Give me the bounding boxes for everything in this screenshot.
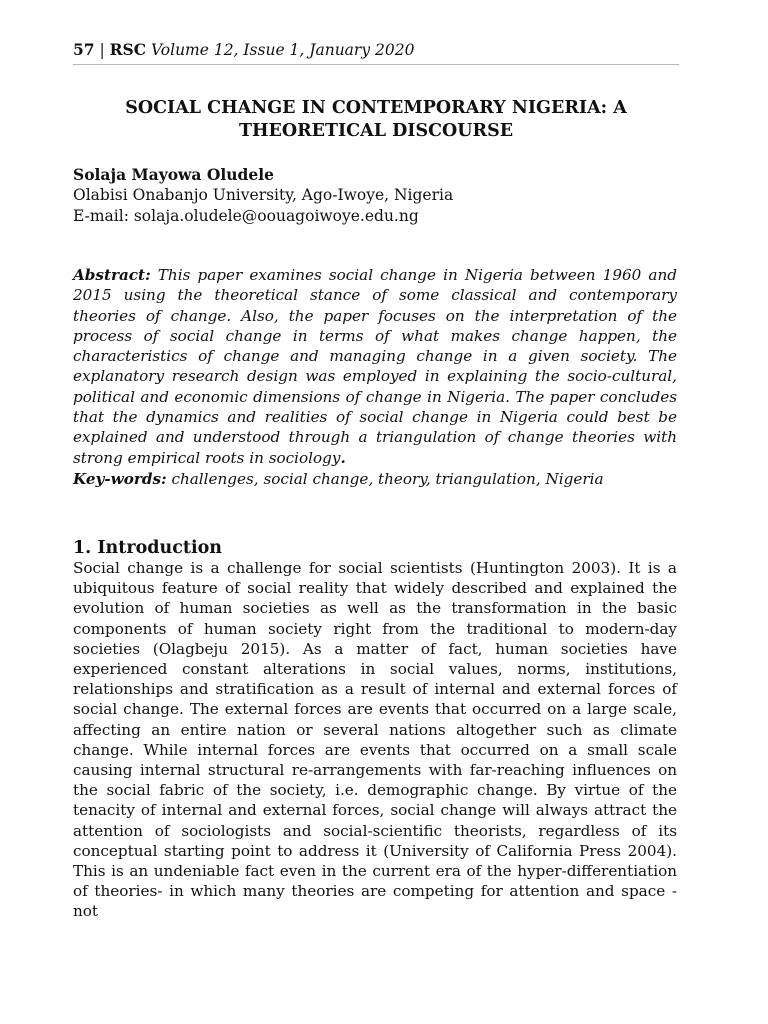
keywords <box>73 469 679 489</box>
abstract-text: This paper examines social change in Nigeria between 1960 and 2015 using the theoretical stance of some classical and contemporary theories of change. Also, the paper focuses on the interpretation of the process of social change in terms of what makes change happen, the characteristics of change and managing change in a given society. The explanatory research design was employed in explaining the socio-cultural, political and economic dimensions of change in Nigeria. The paper concludes that the dynamics and realities of social change in Nigeria could best be explained and understood through a triangulation of change theories with strong empirical roots in sociology <box>73 266 677 467</box>
author-affiliation: Olabisi Onabanjo University, Ago-Iwoye, Nigeria <box>73 186 454 204</box>
abstract-label: Abstract: <box>73 266 151 284</box>
author-block <box>73 164 679 227</box>
author-email: E-mail: solaja.oludele@oouagoiwoye.edu.ng <box>73 207 419 225</box>
section-heading-introduction: 1. Introduction <box>73 538 222 558</box>
abstract-end: . <box>340 448 346 467</box>
keywords-label: Key-words: <box>73 470 167 488</box>
abstract <box>73 265 677 468</box>
journal-name: RSC <box>109 40 147 59</box>
keywords-text: challenges, social change, theory, triangulation, Nigeria <box>171 470 604 488</box>
article-title: SOCIAL CHANGE IN CONTEMPORARY NIGERIA: A THEORETICAL DISCOURSE <box>125 98 627 141</box>
running-header <box>73 40 679 65</box>
introduction-paragraph: Social change is a challenge for social scientists (Huntington 2003). It is a ubiquitous feature of social reality that widely described and explained the evolution of human societies as well as the transformation in the basic components of human society right from the traditional to modern-day societies (Olagbeju 2015). As a matter of fact, human societies have experienced constant alterations in social values, norms, institutions, relationships and stratification as a result of internal and external forces of social change. The external forces are events that occurred on a large scale, affecting an entire nation or several nations altogether such as climate change. While internal forces are events that occurred on a small scale causing internal structural re-arrangements with far-reaching influences on the social fabric of the society, i.e. demographic change. By virtue of the tenacity of internal and external forces, social change will always attract the attention of sociologists and social-scientific theorists, regardless of its conceptual starting point to address it (University of California Press 2004). This is an undeniable fact even in the current era of the hyper-differentiation of theories- in which many theories are competing for attention and space -not <box>73 559 677 921</box>
header-separator: | <box>94 41 110 59</box>
volume-info: Volume 12, Issue 1, January 2020 <box>151 41 415 59</box>
author-name: Solaja Mayowa Oludele <box>73 165 274 184</box>
page-number: 57 <box>73 40 95 59</box>
